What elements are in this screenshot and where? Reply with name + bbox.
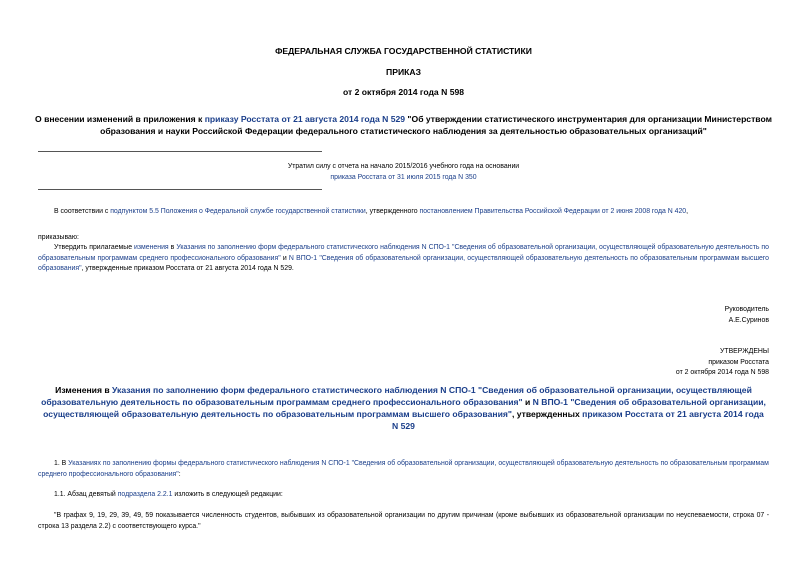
changes-title-link-order-529[interactable]: приказом Росстата от 21 августа 2014 года N 529: [392, 409, 764, 431]
approve-text-3: и: [280, 254, 289, 262]
divider-bottom: [38, 189, 322, 190]
signature-role: Руководитель: [724, 306, 769, 313]
approve-link-spo1[interactable]: Указания по заполнению форм федерального статистического наблюдения N СПО-1 "Сведения об образовательной организации, осуществляющей образовательную деятельность по образовательным программам среднего профессионального образования": [38, 244, 769, 262]
title-text-2: "Об утверждении статистического инструментария для организации Министерством образования и науки Российской Федерации федерального статистического наблюдения за деятельностью образовательных организаций": [100, 114, 772, 136]
item-1-1-text-2: изложить в следующей редакции:: [172, 491, 283, 498]
item-1-text-2: :: [178, 470, 181, 478]
approved-date: от 2 октября 2014 года N 598: [675, 369, 769, 377]
approved-block: [676, 347, 769, 379]
changes-title-text-1: Изменения в: [55, 385, 113, 395]
item-1-1-link-subsection[interactable]: подраздела 2.2.1: [117, 491, 173, 498]
approved-by: приказом Росстата: [708, 358, 769, 366]
approved-label: УТВЕРЖДЕНЫ: [720, 348, 769, 355]
document-title: [34, 113, 773, 137]
changes-title-text-3: , утвержденных: [511, 409, 583, 419]
approve-text-4: , утвержденные приказом Росстата от 21 августа 2014 года N 529.: [81, 265, 294, 273]
item-1-1: [54, 490, 283, 501]
status-note: [0, 162, 807, 183]
changes-title-link-vpo1[interactable]: N ВПО-1 "Сведения об образовательной организации, осуществляющей образовательную деятельность по образовательным программам высшего образования": [43, 397, 766, 419]
status-note-link[interactable]: приказа Росстата от 31 июля 2015 года N 350: [330, 173, 477, 181]
preamble-link-resolution[interactable]: постановлением Правительства Российской Федерации от 2 июня 2008 года N 420: [419, 208, 687, 215]
approve-link-vpo1[interactable]: N ВПО-1 "Сведения об образовательной организации, осуществляющей образовательную деятельность по образовательным программам высшего образования": [38, 254, 769, 273]
preamble-text-1: В соответствии с: [54, 208, 111, 215]
approve-text-1: Утвердить прилагаемые: [54, 244, 135, 251]
item-1: [38, 459, 769, 480]
approve-link-changes[interactable]: изменения: [134, 244, 169, 251]
order-word: приказываю:: [38, 234, 79, 241]
title-text-1: О внесении изменений в приложения к: [35, 114, 205, 124]
preamble: [54, 207, 774, 218]
signature: [725, 305, 769, 326]
approve-text-2: в: [168, 244, 177, 251]
status-note-line: Утратил силу с отчета на начало 2015/2016 учебного года на основании: [287, 163, 520, 170]
item-1-link-instructions[interactable]: Указаниях по заполнению формы федерального статистического наблюдения N СПО-1 "Сведения об образовательной организации, осуществляющей образовательную деятельность по образовательным программам среднего профессионального образования": [38, 460, 769, 478]
preamble-text-2: , утвержденного: [365, 208, 420, 215]
changes-title: [40, 384, 767, 432]
quote-paragraph: "В графах 9, 19, 29, 39, 49, 59 показывается численность студентов, выбывших из образовательной организации по другим причинам (кроме выбывших из образовательной организации по неуспеваемости, строка 07 - строка 13 раздела 2.2) с соответствующего курса.": [38, 512, 769, 530]
preamble-text-3: ,: [686, 208, 689, 215]
changes-title-link-spo1[interactable]: Указания по заполнению форм федерального статистического наблюдения N СПО-1 "Сведения об образовательной организации, осуществляющей образовательную деятельность по образовательным программам среднего профессионального образования": [41, 385, 752, 407]
doc-date-number: от 2 октября 2014 года N 598: [342, 87, 465, 97]
item-1-1-text-1: 1.1. Абзац девятый: [54, 491, 118, 498]
signature-name: А.Е.Суринов: [728, 316, 769, 324]
title-link-order-529[interactable]: приказу Росстата от 21 августа 2014 года N 529: [204, 114, 406, 124]
item-1-text-1: 1. В: [54, 460, 69, 467]
agency-name: ФЕДЕРАЛЬНАЯ СЛУЖБА ГОСУДАРСТВЕННОЙ СТАТИСТИКИ: [275, 46, 532, 56]
doc-type: ПРИКАЗ: [386, 67, 421, 77]
preamble-link-regulation[interactable]: подпунктом 5.5 Положения о Федеральной службе государственной статистики: [110, 208, 366, 215]
changes-title-text-2: и: [522, 397, 533, 407]
divider-top: [38, 151, 322, 152]
approve-paragraph: [38, 243, 769, 275]
